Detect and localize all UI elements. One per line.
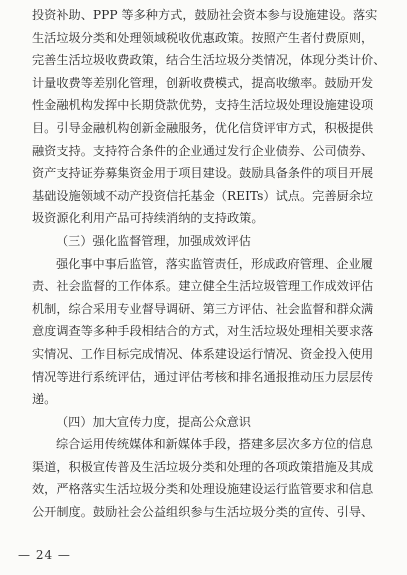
paragraph-line: 融资支持。支持符合条件的企业通过发行企业债券、公司债券、	[32, 143, 374, 158]
paragraph-line: 情况等进行系统评估，通过评估考核和排名通报推动压力层层传	[32, 369, 374, 384]
paragraph-line: 基础设施领域不动产投资信托基金（REITs）试点。完善厨余垃	[32, 188, 374, 203]
paragraph-line: 责、社会监督的工作体系。建立健全生活垃圾管理工作成效评估	[32, 279, 374, 294]
paragraph-line: 实情况、工作目标完成情况、体系建设运行情况、资金投入使用	[32, 346, 374, 361]
paragraph-line: 递。	[32, 392, 57, 407]
paragraph-line: 机制，综合采用专业督导调研、第三方评估、社会监督和群众满	[32, 301, 374, 316]
paragraph-line: 生活垃圾分类和处理领域税收优惠政策。按照产生者付费原则，	[32, 30, 374, 45]
paragraph-line: 圾资源化利用产品可持续消纳的支持政策。	[32, 211, 264, 226]
document-body	[32, 4, 392, 524]
paragraph-line: 计量收费等差别化管理，创新收费模式，提高收缴率。鼓励开发	[32, 75, 374, 90]
paragraph-line: 公开制度。鼓励社会公益组织参与生活垃圾分类的宣传、引导、	[32, 505, 374, 520]
section-heading: （三）强化监督管理，加强成效评估	[56, 233, 251, 248]
paragraph-line: 渠道，积极宣传普及生活垃圾分类和处理的各项政策措施及其成	[32, 459, 374, 474]
page-number: — 24 —	[18, 548, 71, 562]
paragraph-line: 资产支持证券募集资金用于项目建设。鼓励具备条件的项目开展	[32, 166, 374, 181]
paragraph-line: 完善生活垃圾收费政策，结合生活垃圾分类情况，体现分类计价、	[32, 53, 386, 68]
paragraph-line: 目。引导金融机构创新金融服务，优化信贷评审方式，积极提供	[32, 120, 374, 135]
paragraph-line: 性金融机构发挥中长期贷款优势，支持生活垃圾处理设施建设项	[32, 98, 374, 113]
paragraph-line: 效，严格落实生活垃圾分类和处理设施建设运行监管要求和信息	[32, 482, 374, 497]
paragraph-line: 综合运用传统媒体和新媒体手段，搭建多层次多方位的信息	[56, 437, 373, 452]
paragraph-line: 意度调查等多种手段相结合的方式，对生活垃圾处理相关要求落	[32, 324, 374, 339]
section-heading: （四）加大宣传力度，提高公众意识	[56, 414, 251, 429]
paragraph-line: 强化事中事后监管，落实监管责任，形成政府管理、企业履	[56, 256, 373, 271]
paragraph-line: 投资补助、PPP 等多种方式，鼓励社会资本参与设施建设。落实	[32, 8, 378, 22]
